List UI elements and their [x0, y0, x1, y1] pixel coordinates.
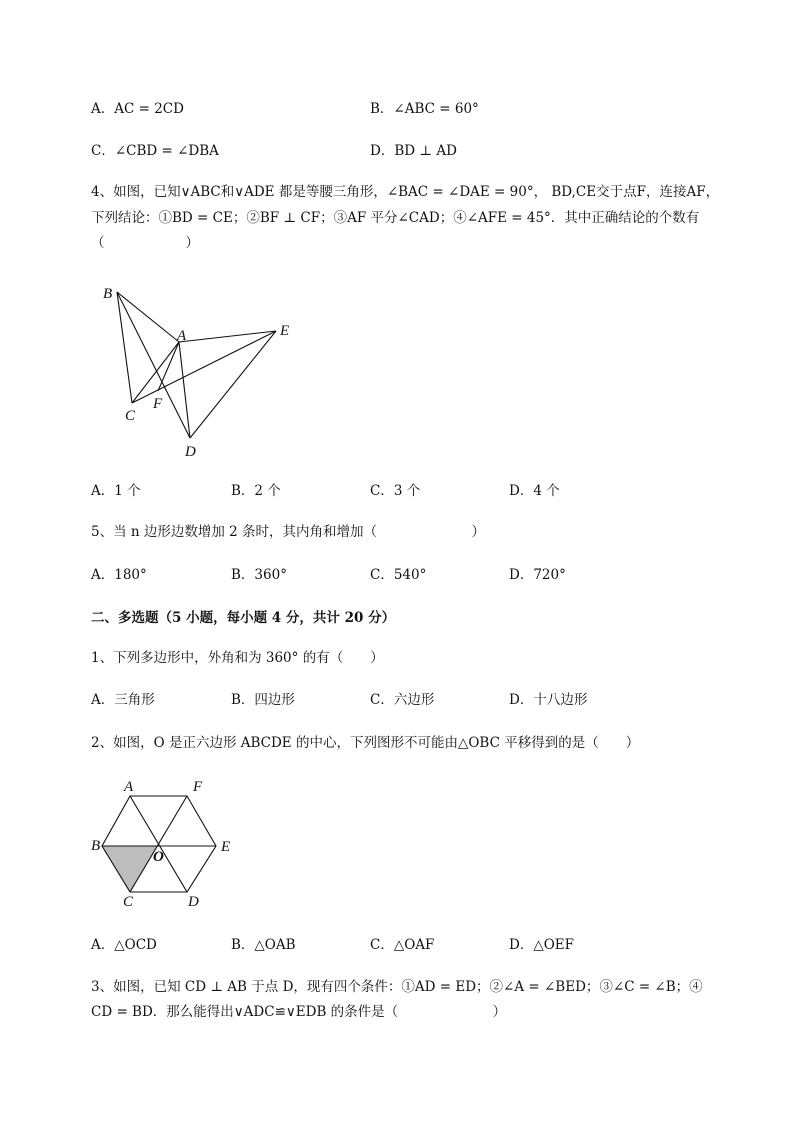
q4-figure: [95, 280, 305, 460]
q4-stem-line1: 4、如图，已知∨ABC和∨ADE 都是等腰三角形，∠BAC = ∠DAE = 90°， BD,CE交于点F，连接AF，: [91, 184, 720, 200]
q5-option-b: B．360°: [231, 567, 287, 583]
q4-option-c: C．3 个: [370, 483, 421, 499]
option-c: C．∠CBD = ∠DBA: [91, 143, 219, 159]
q5-stem: 5、当 n 边形边数增加 2 条时，其内角和增加（ ）: [91, 524, 486, 540]
q4-label-e: E: [280, 323, 290, 339]
m1-option-b: B．四边形: [231, 692, 295, 708]
hexagon-figure: [88, 776, 248, 908]
q4-option-b: B．2 个: [231, 483, 281, 499]
hex-label-d: D: [188, 894, 199, 908]
hex-label-f: F: [193, 779, 203, 795]
q4-stem-line3: （ ）: [91, 235, 199, 251]
m2-option-b: B．△OAB: [231, 937, 296, 953]
q4-option-d: D．4 个: [509, 483, 560, 499]
hex-label-e: E: [221, 839, 231, 855]
q5-option-d: D．720°: [509, 567, 566, 583]
hex-label-c: C: [123, 894, 134, 908]
section-heading: 二、多选题（5 小题，每小题 4 分，共计 20 分）: [91, 610, 396, 626]
option-a: A．AC = 2CD: [91, 101, 184, 117]
q4-label-b: B: [103, 286, 113, 302]
hex-label-a: A: [124, 779, 134, 795]
option-b: B．∠ABC = 60°: [370, 101, 479, 117]
m1-option-c: C．六边形: [370, 692, 435, 708]
hex-label-o: O: [153, 849, 164, 865]
q4-label-d: D: [185, 444, 196, 460]
m2-stem: 2、如图，O 是正六边形 ABCDE 的中心，下列图形不可能由△OBC 平移得到的是（ ）: [91, 735, 640, 751]
m2-option-c: C．△OAF: [370, 937, 435, 953]
m1-stem: 1、下列多边形中，外角和为 360° 的有（ ）: [91, 650, 384, 666]
option-d: D．BD ⊥ AD: [370, 143, 457, 159]
q4-label-c: C: [125, 408, 136, 424]
q4-stem-line2: 下列结论：①BD = CE；②BF ⊥ CF；③AF 平分∠CAD；④∠AFE = 45°．其中正确结论的个数有: [91, 210, 700, 226]
m3-stem-line1: 3、如图，已知 CD ⊥ AB 于点 D，现有四个条件：①AD = ED；②∠A = ∠BED；③∠C = ∠B；④: [91, 979, 703, 995]
m2-option-d: D．△OEF: [509, 937, 574, 953]
q5-option-c: C．540°: [370, 567, 427, 583]
m2-option-a: A．△OCD: [91, 937, 157, 953]
q5-option-a: A．180°: [91, 567, 147, 583]
m1-option-d: D．十八边形: [509, 692, 588, 708]
q4-label-a: A: [177, 328, 187, 344]
m3-stem-line2: CD = BD．那么能得出∨ADC≌∨EDB 的条件是（ ）: [91, 1004, 507, 1020]
q4-option-a: A．1 个: [91, 483, 141, 499]
hex-label-b: B: [91, 838, 101, 854]
q4-label-f: F: [153, 396, 163, 412]
m1-option-a: A．三角形: [91, 692, 155, 708]
